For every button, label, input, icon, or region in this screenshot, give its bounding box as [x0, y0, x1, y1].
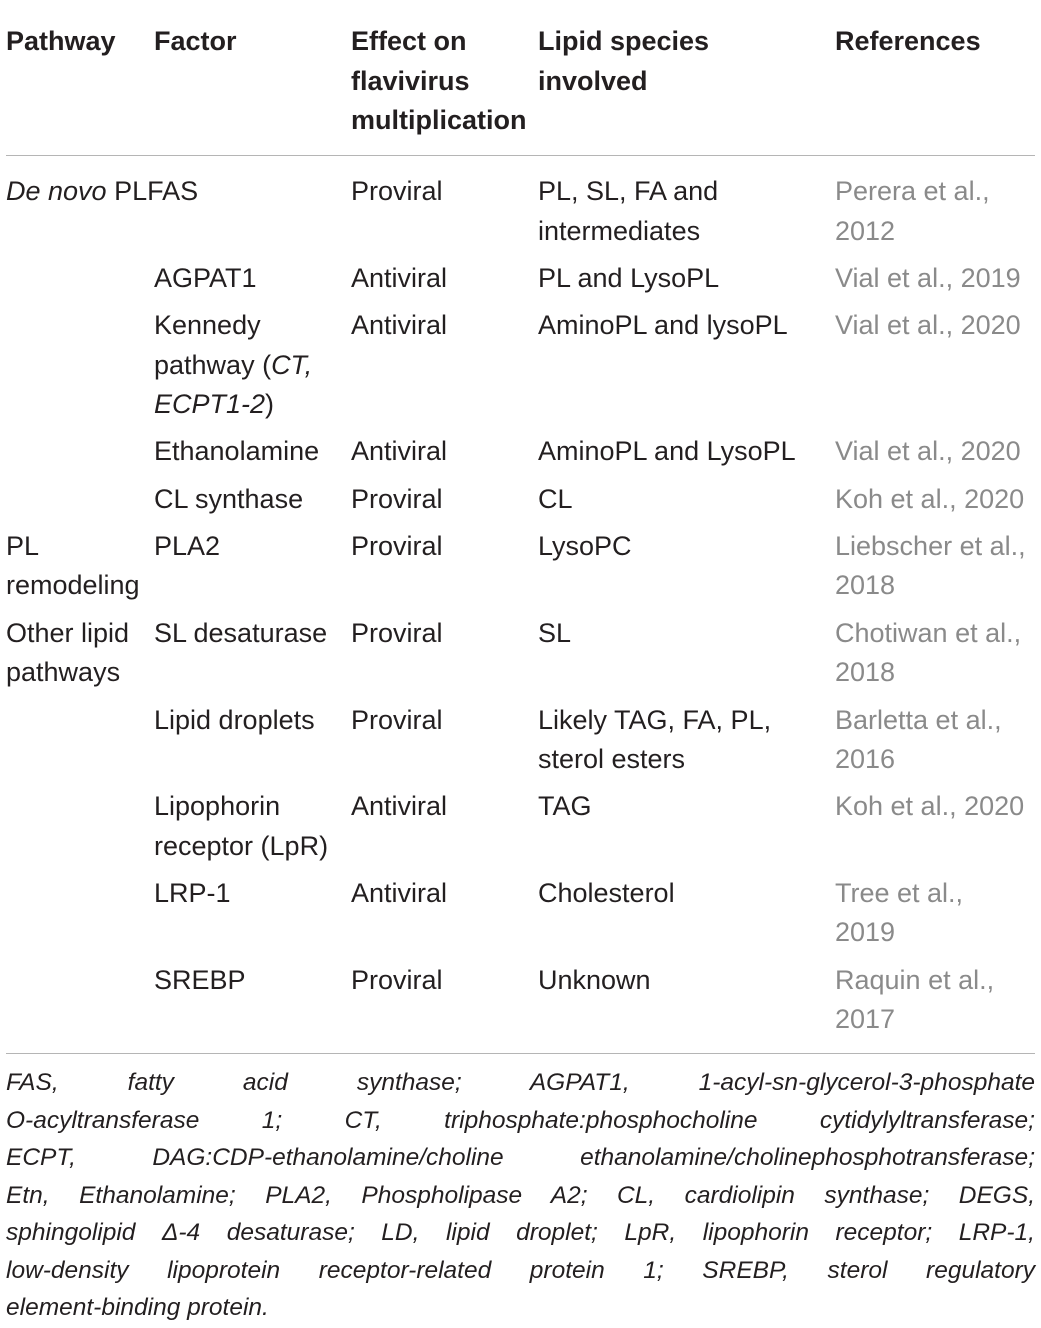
row-5-effect: Proviral — [351, 531, 443, 561]
row-7-ref-line-2: 2016 — [835, 744, 896, 774]
row-0-effect: Proviral — [351, 176, 443, 206]
footnote-line-4: Etn, Ethanolamine; PLA2, Phospholipase A2; CL, cardiolipin synthase; DEGS, — [6, 1181, 1035, 1209]
row-9-ref-line-1: Tree et al., — [835, 878, 964, 908]
row-3-effect: Antiviral — [351, 436, 448, 466]
header-rule — [6, 155, 1035, 156]
row-0-lipid-line-2: intermediates — [538, 216, 701, 246]
row-8-effect: Antiviral — [351, 791, 448, 821]
row-5-factor: PLA2 — [154, 531, 221, 561]
row-9-lipid: Cholesterol — [538, 878, 675, 908]
row-10-effect: Proviral — [351, 965, 443, 995]
row-0-pathway-italic: De novo — [6, 176, 107, 206]
header-effect-line-2: flavivirus — [351, 66, 470, 96]
row-5-pathway-line-1: PL — [6, 531, 40, 561]
row-2-factor-close: ) — [265, 389, 275, 419]
row-2-factor-italic-ct: CT, — [271, 350, 313, 380]
row-7-ref-line-1: Barletta et al., — [835, 705, 1002, 735]
row-3-ref: Vial et al., 2020 — [835, 436, 1021, 466]
header-effect-line-3: multiplication — [351, 105, 527, 135]
footnote-line-3: ECPT, DAG:CDP-ethanolamine/choline ethanolamine/cholinephosphotransferase; — [6, 1144, 1035, 1171]
footnote-line-1: FAS, fatty acid synthase; AGPAT1, 1-acyl-sn-glycerol-3-phosphate — [6, 1069, 1035, 1096]
row-5-lipid: LysoPC — [538, 531, 632, 561]
row-1-factor: AGPAT1 — [154, 263, 257, 293]
row-1-ref: Vial et al., 2019 — [835, 263, 1021, 293]
footnote-line-7: element-binding protein. — [6, 1294, 269, 1321]
row-6-effect: Proviral — [351, 618, 443, 648]
row-6-lipid: SL — [538, 618, 572, 648]
header-lipid-line-1: Lipid species — [538, 26, 710, 56]
row-7-lipid-line-2: sterol esters — [538, 744, 686, 774]
row-9-effect: Antiviral — [351, 878, 448, 908]
row-2-lipid: AminoPL and lysoPL — [538, 310, 788, 340]
row-0-pathway — [6, 172, 198, 212]
row-5-ref-line-2: 2018 — [835, 570, 896, 600]
footnote-line-5: sphingolipid Δ-4 desaturase; LD, lipid droplet; LpR, lipophorin receptor; LRP-1, — [6, 1219, 1035, 1246]
row-6-ref-line-1: Chotiwan et al., — [835, 618, 1022, 648]
table-footnote — [6, 1064, 1035, 1327]
row-4-lipid: CL — [538, 484, 573, 514]
row-7-factor: Lipid droplets — [154, 705, 315, 735]
row-0-ref-line-1: Perera et al., — [835, 176, 990, 206]
row-1-effect: Antiviral — [351, 263, 448, 293]
header-pathway: Pathway — [6, 26, 116, 56]
row-6-factor: SL desaturase — [154, 618, 328, 648]
row-2-factor-italic-ecpt: ECPT1-2 — [154, 389, 266, 419]
row-6-ref-line-2: 2018 — [835, 657, 896, 687]
row-10-ref-line-2: 2017 — [835, 1004, 896, 1034]
footnote-line-6: low-density lipoprotein receptor-related protein 1; SREBP, sterol regulatory — [6, 1256, 1035, 1284]
row-4-factor: CL synthase — [154, 484, 304, 514]
row-3-factor: Ethanolamine — [154, 436, 320, 466]
row-8-factor-line-2: receptor (LpR) — [154, 831, 329, 861]
row-2-factor-line-2 — [154, 346, 312, 386]
footer-rule — [6, 1053, 1035, 1054]
row-6-pathway-line-2: pathways — [6, 657, 121, 687]
header-effect-line-1: Effect on — [351, 26, 467, 56]
row-2-ref: Vial et al., 2020 — [835, 310, 1021, 340]
row-2-effect: Antiviral — [351, 310, 448, 340]
header-references: References — [835, 26, 981, 56]
row-5-ref-line-1: Liebscher et al., — [835, 531, 1026, 561]
row-3-lipid: AminoPL and LysoPL — [538, 436, 796, 466]
row-0-ref-line-2: 2012 — [835, 216, 896, 246]
row-10-lipid: Unknown — [538, 965, 651, 995]
row-6-pathway-line-1: Other lipid — [6, 618, 130, 648]
header-lipid-line-2: involved — [538, 66, 648, 96]
row-0-pathway-rest: PLFAS — [106, 176, 199, 206]
row-10-factor: SREBP — [154, 965, 246, 995]
row-0-lipid-line-1: PL, SL, FA and — [538, 176, 719, 206]
row-9-factor: LRP-1 — [154, 878, 231, 908]
row-8-lipid: TAG — [538, 791, 592, 821]
row-8-factor-line-1: Lipophorin — [154, 791, 281, 821]
row-2-factor-text: pathway ( — [154, 350, 272, 380]
row-1-lipid: PL and LysoPL — [538, 263, 720, 293]
row-2-factor-line-3 — [154, 385, 274, 425]
row-4-effect: Proviral — [351, 484, 443, 514]
row-5-pathway-line-2: remodeling — [6, 570, 140, 600]
row-10-ref-line-1: Raquin et al., — [835, 965, 995, 995]
row-4-ref: Koh et al., 2020 — [835, 484, 1025, 514]
footnote-line-2: O-acyltransferase 1; CT, triphosphate:phosphocholine cytidylyltransferase; — [6, 1106, 1035, 1134]
row-2-factor-line-1: Kennedy — [154, 310, 261, 340]
header-factor: Factor — [154, 26, 237, 56]
row-7-lipid-line-1: Likely TAG, FA, PL, — [538, 705, 772, 735]
row-9-ref-line-2: 2019 — [835, 917, 896, 947]
row-8-ref: Koh et al., 2020 — [835, 791, 1025, 821]
row-7-effect: Proviral — [351, 705, 443, 735]
